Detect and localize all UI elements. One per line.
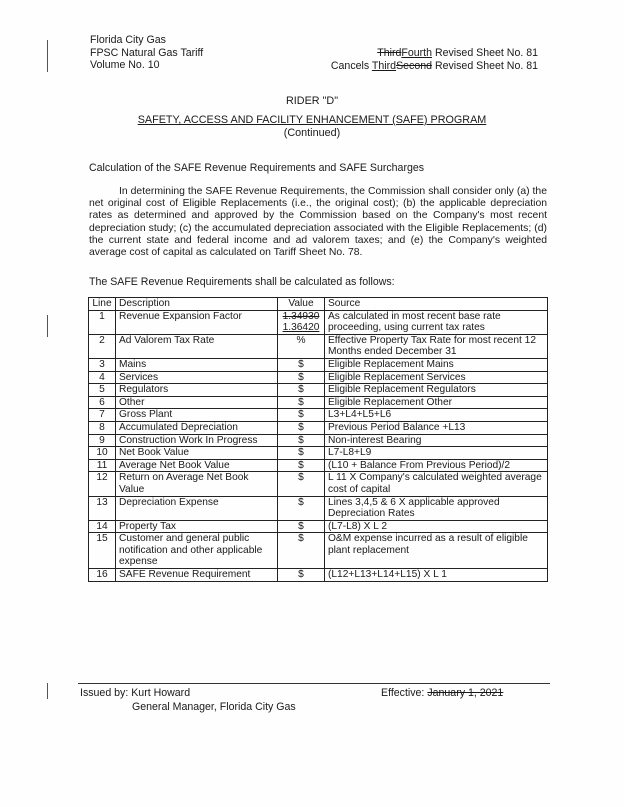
cell-source: (L10 + Balance From Previous Period)/2: [325, 459, 548, 472]
cell-line: 5: [89, 384, 116, 397]
volume-number: Volume No. 10: [90, 59, 160, 71]
table-row: [89, 384, 548, 397]
company-name: Florida City Gas: [90, 34, 166, 46]
cell-description: Gross Plant: [116, 409, 278, 422]
cell-description: Ad Valorem Tax Rate: [116, 334, 278, 358]
cell-description: Regulators: [116, 384, 278, 397]
cell-description: Mains: [116, 358, 278, 371]
cell-source: Eligible Replacement Services: [325, 371, 548, 384]
table-row: [89, 334, 548, 358]
cancels-suffix: Revised Sheet No. 81: [432, 59, 538, 72]
revenue-requirement-table: [88, 297, 548, 582]
cell-description: Other: [116, 396, 278, 409]
cell-value: $: [278, 569, 325, 582]
cell-line: 1: [89, 310, 116, 334]
table-header-row: [89, 298, 548, 311]
cell-source: L 11 X Company's calculated weighted average cost of capital: [325, 472, 548, 496]
cell-line: 4: [89, 371, 116, 384]
cell-source: Eligible Replacement Other: [325, 396, 548, 409]
sheet-inserted-text: Fourth: [401, 47, 432, 59]
cell-value: $: [278, 459, 325, 472]
table-intro: The SAFE Revenue Requirements shall be calculated as follows:: [89, 276, 395, 288]
cell-value: $: [278, 409, 325, 422]
section-heading: Calculation of the SAFE Revenue Requirements and SAFE Surcharges: [89, 162, 425, 174]
cell-line: 11: [89, 459, 116, 472]
program-title-block: [0, 114, 624, 139]
header-source: Source: [325, 298, 548, 311]
cancels-inserted-text: Third: [371, 59, 397, 72]
cell-line: 13: [89, 496, 116, 520]
cell-value: $: [278, 396, 325, 409]
cell-line: 15: [89, 533, 116, 569]
table-row: [89, 409, 548, 422]
cell-description: Average Net Book Value: [116, 459, 278, 472]
cell-description: Construction Work In Progress: [116, 434, 278, 447]
program-subtitle: (Continued): [283, 126, 341, 139]
revision-bar-top: [47, 40, 48, 72]
cell-line: 7: [89, 409, 116, 422]
sheet-suffix: Revised Sheet No. 81: [432, 47, 538, 59]
cell-description: Net Book Value: [116, 447, 278, 460]
cancels-sheet: [331, 60, 538, 73]
cell-value: $: [278, 384, 325, 397]
table-row: [89, 310, 548, 334]
cell-line: 8: [89, 421, 116, 434]
header-right-block: [331, 47, 538, 72]
sheet-deleted-text: Third: [377, 47, 402, 59]
cell-source: (L12+L13+L14+L15) X L 1: [325, 569, 548, 582]
cancels-prefix: Cancels: [330, 59, 372, 72]
table-row: [89, 533, 548, 569]
cell-description: Return on Average Net Book Value: [116, 472, 278, 496]
cell-description: Revenue Expansion Factor: [116, 310, 278, 334]
issuer-title: General Manager, Florida City Gas: [132, 701, 296, 713]
issued-by-block: [80, 686, 296, 714]
cell-line: 9: [89, 434, 116, 447]
cell-value: %: [278, 334, 325, 358]
cell-source: L7-L8+L9: [325, 447, 548, 460]
cell-value: $: [278, 533, 325, 569]
cell-value: $: [278, 496, 325, 520]
cell-source: Eligible Replacement Regulators: [325, 384, 548, 397]
program-title: SAFETY, ACCESS AND FACILITY ENHANCEMENT (SAFE) PROGRAM: [137, 114, 487, 126]
cell-description: Services: [116, 371, 278, 384]
table-row: [89, 358, 548, 371]
header-value: Value: [278, 298, 325, 311]
table-row: [89, 447, 548, 460]
cell-value: $: [278, 447, 325, 460]
cell-value: $: [278, 421, 325, 434]
sheet-number: [331, 47, 538, 60]
cell-line: 2: [89, 334, 116, 358]
revision-bar-footer: [47, 683, 48, 699]
cell-description: Customer and general public notification and other applicable expense: [116, 533, 278, 569]
table-row: [89, 569, 548, 582]
cell-description: Accumulated Depreciation: [116, 421, 278, 434]
value-inserted: 1.36420: [282, 322, 320, 334]
table-row: [89, 434, 548, 447]
cell-source: (L7-L8) X L 2: [325, 520, 548, 533]
rider-title: RIDER "D": [285, 95, 339, 107]
cell-source: Effective Property Tax Rate for most recent 12 Months ended December 31: [325, 334, 548, 358]
cell-value: $: [278, 434, 325, 447]
table-row: [89, 459, 548, 472]
cell-value: [278, 310, 325, 334]
cell-source: Eligible Replacement Mains: [325, 358, 548, 371]
cell-source: Previous Period Balance +L13: [325, 421, 548, 434]
header-description: Description: [116, 298, 278, 311]
cell-description: Property Tax: [116, 520, 278, 533]
header-line: Line: [89, 298, 116, 311]
table-row: [89, 520, 548, 533]
cell-source: O&M expense incurred as a result of eligible plant replacement: [325, 533, 548, 569]
cell-value: $: [278, 371, 325, 384]
header-left-block: [90, 34, 203, 72]
body-paragraph: [89, 186, 547, 259]
table-row: [89, 421, 548, 434]
cell-value: $: [278, 520, 325, 533]
cell-line: 16: [89, 569, 116, 582]
cell-description: Depreciation Expense: [116, 496, 278, 520]
cell-line: 6: [89, 396, 116, 409]
cell-value: $: [278, 358, 325, 371]
effective-label: Effective:: [381, 687, 428, 699]
revision-bar-table: [47, 315, 48, 337]
cell-line: 10: [89, 447, 116, 460]
table-row: [89, 371, 548, 384]
effective-date: [381, 687, 503, 699]
footer-rule: [78, 683, 550, 684]
table-row: [89, 496, 548, 520]
cancels-deleted-text: Second: [396, 59, 432, 72]
cell-line: 12: [89, 472, 116, 496]
cell-value: $: [278, 472, 325, 496]
cell-source: Lines 3,4,5 & 6 X applicable approved Depreciation Rates: [325, 496, 548, 520]
cell-source: Non-interest Bearing: [325, 434, 548, 447]
cell-source: L3+L4+L5+L6: [325, 409, 548, 422]
paragraph-text: In determining the SAFE Revenue Requirements, the Commission shall consider only (a) the net original cost of Eligible Replacements (i.e., the original cost); (b) the applicable depreciation rates as determined and approved by the Commission based on the Company's most recent depreciation study; (c) the accumulated depreciation associated with the Eligible Replacements; (d) the current state and federal income and ad valorem taxes; and (e) the Company's weighted average cost of capital as calculated on Tariff Sheet No. 78.: [89, 186, 547, 259]
table-row: [89, 396, 548, 409]
cell-line: 3: [89, 358, 116, 371]
cell-description: SAFE Revenue Requirement: [116, 569, 278, 582]
table-row: [89, 472, 548, 496]
cell-source: As calculated in most recent base rate proceeding, using current tax rates: [325, 310, 548, 334]
tariff-name: FPSC Natural Gas Tariff: [90, 46, 204, 59]
value-deleted: 1.34930: [282, 310, 320, 322]
effective-date-deleted: January 1, 2021: [427, 687, 504, 699]
issued-by: Issued by: Kurt Howard: [80, 687, 191, 699]
cell-line: 14: [89, 520, 116, 533]
